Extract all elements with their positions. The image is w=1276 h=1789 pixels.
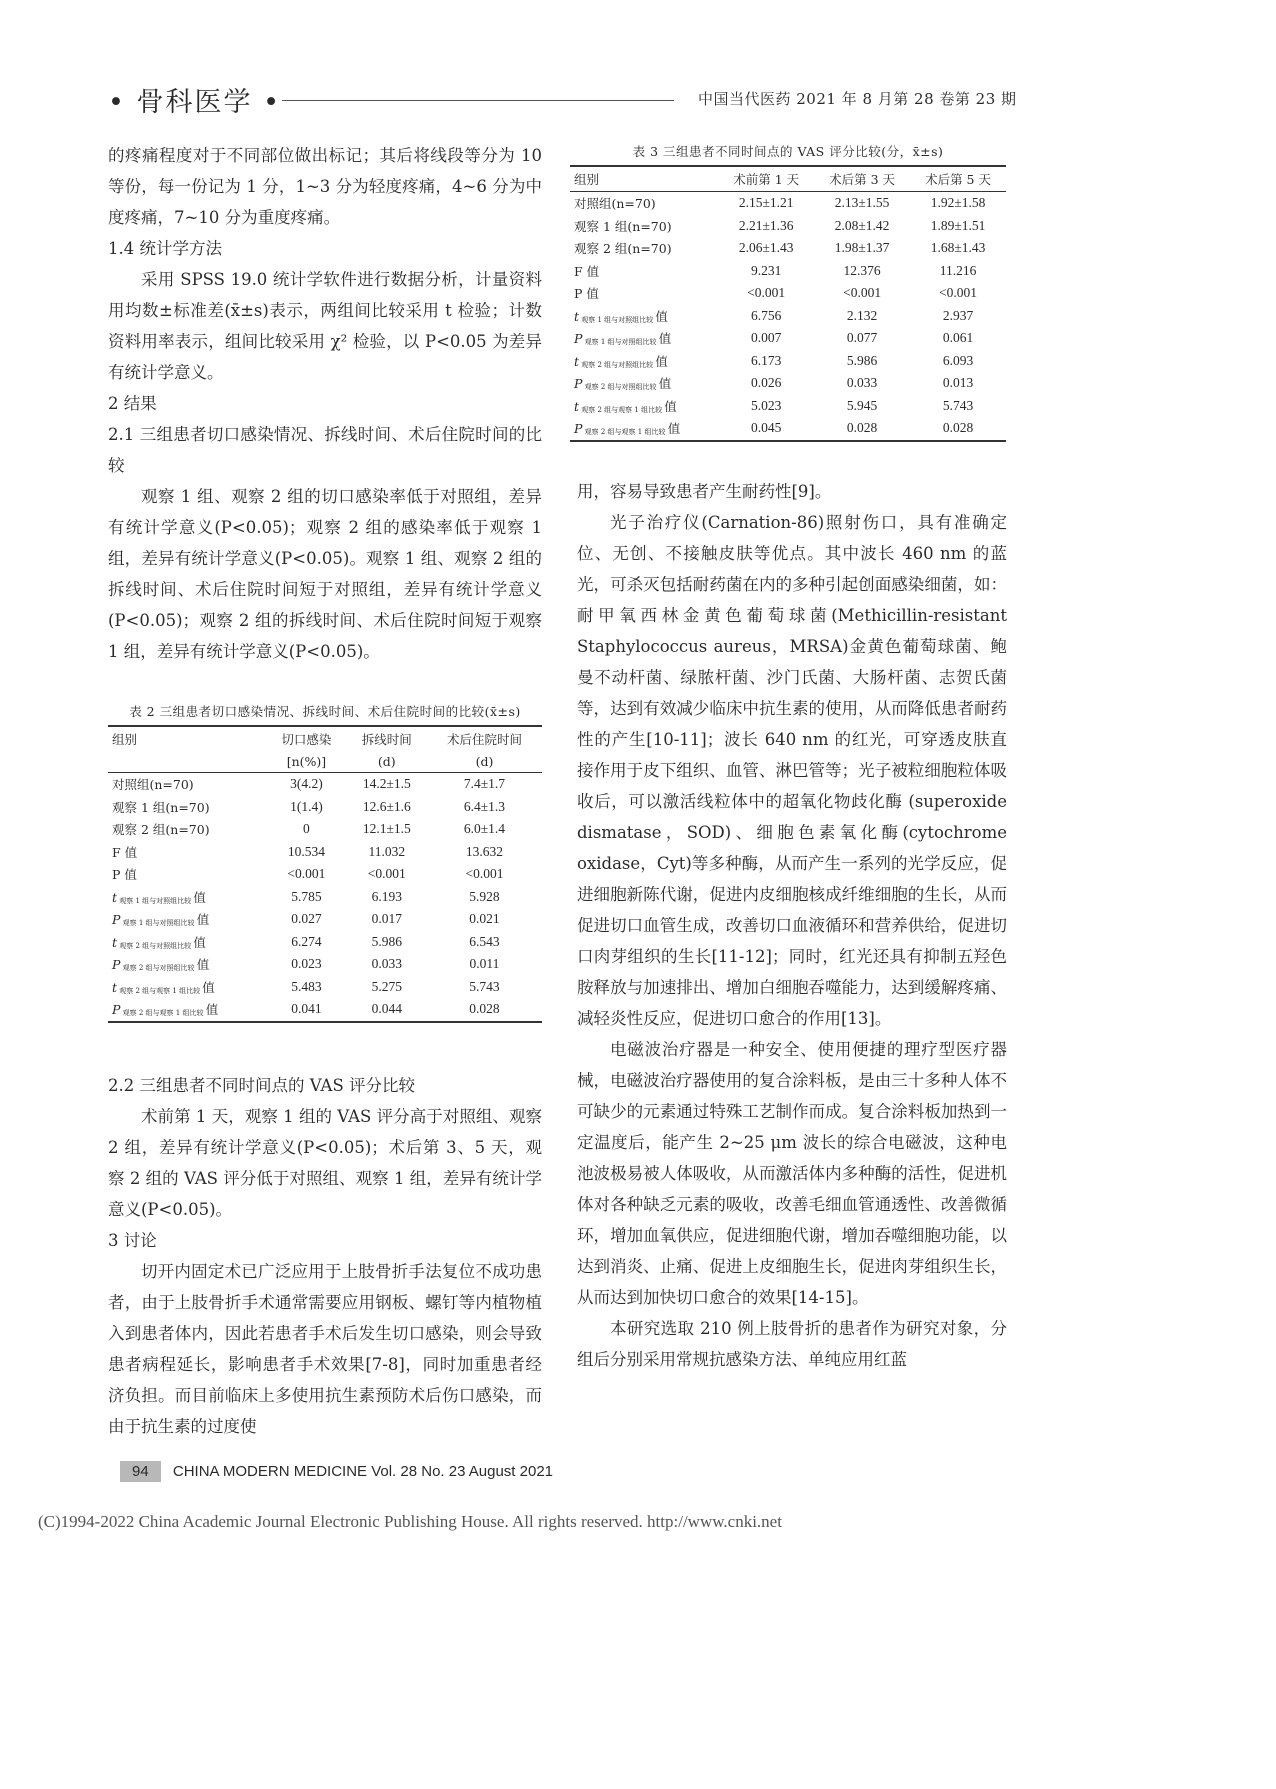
table-2-header: 切口感染 xyxy=(281,732,332,747)
left-column-bottom xyxy=(108,1070,542,1442)
table-2-unit: (d) xyxy=(475,754,494,769)
journal-footer: CHINA MODERN MEDICINE Vol. 28 No. 23 August 2021 xyxy=(172,1463,554,1480)
table-cell: 0.033 xyxy=(371,956,402,972)
paragraph: 电磁波治疗器是一种安全、使用便捷的理疗型医疗器械，电磁波治疗器使用的复合涂料板，是由三十多种人体不可缺少的元素通过特殊工艺制作而成。复合涂料板加热到一定温度后，能产生 2~25 μm 波长的综合电磁波，这种电池波极易被人体吸收，从而激活体内多种酶的活性，促进机体对各种缺乏元素的吸收，改善毛细血管通透性、改善微循环，增加血氧供应，促进细胞代谢，增加吞噬细胞功能，以达到消炎、止痛、促进上皮细胞生长，促进肉芽组织生长，从而达到加快切口愈合的效果[14-15]。 xyxy=(577,1040,1007,1307)
section-title: • 骨科医学 • xyxy=(108,87,282,118)
paragraph: 切开内固定术已广泛应用于上肢骨折手法复位不成功患者，由于上肢骨折手术通常需要应用钢板、螺钉等内植物植入到患者体内，因此若患者手术后发生切口感染，则会导致患者病程延长，影响患者手术效果[7-8]，同时加重患者经济负担。而目前临床上多使用抗生素预防术后伤口感染，而由于抗生素的过度使 xyxy=(108,1262,542,1436)
table-cell: 2.13±1.55 xyxy=(834,195,890,211)
row-label: P 观察 1 组与对照组比较 值 xyxy=(112,912,210,928)
row-label: 对照组(n=70) xyxy=(112,777,194,793)
table-row xyxy=(108,841,542,864)
table-row xyxy=(108,773,542,796)
table-row xyxy=(570,237,1006,260)
table-cell: 0.013 xyxy=(942,375,974,391)
table-cell: 2.06±1.43 xyxy=(738,240,794,256)
table-cell: <0.001 xyxy=(939,285,978,301)
table-row xyxy=(570,417,1006,441)
table-cell: <0.001 xyxy=(747,285,786,301)
row-label: t 观察 2 组与对照组比较 值 xyxy=(112,934,206,950)
paragraph: 采用 SPSS 19.0 统计学软件进行数据分析，计量资料用均数±标准差(x̄±s)表示，两组间比较采用 t 检验；计数资料用率表示，组间比较采用 χ² 检验，以 P<0.05 为差异有统计学意义。 xyxy=(108,270,542,382)
table-cell: 0.061 xyxy=(942,330,974,346)
table-cell: 2.15±1.21 xyxy=(738,195,794,211)
table-cell: 2.21±1.36 xyxy=(738,217,794,233)
table-cell: 0.026 xyxy=(750,375,782,391)
row-label: t 观察 2 组与对照组比较 值 xyxy=(574,353,668,369)
table-cell: 11.032 xyxy=(368,843,406,859)
table-cell: 7.4±1.7 xyxy=(463,776,506,792)
table-cell: 0.027 xyxy=(291,911,322,927)
table-row xyxy=(570,395,1006,418)
paragraph: 光子治疗仪(Carnation-86)照射伤口，具有准确定位、无创、不接触皮肤等优点。其中波长 460 nm 的蓝光，可杀灭包括耐药菌在内的多种引起创面感染细菌，如：耐甲氧西林金黄色葡萄球菌(Methicillin-resistant Staphylococcus aureus，MRSA)金黄色葡萄球菌、鲍曼不动杆菌、绿脓杆菌、沙门氏菌、大肠杆菌、志贺氏菌等，达到有效减少临床中抗生素的使用，从而降低患者耐药性的产生[10-11]；波长 640 nm 的红光，可穿透皮肤直接作用于皮下组织、血管、淋巴管等；光子被粒细胞粒体吸收后，可以激活线粒体中的超氧化物歧化酶 (superoxide dismatase，SOD)、细胞色素氧化酶(cytochrome oxidase，Cyt)等多种酶，从而产生一系列的光学反应，促进细胞新陈代谢，促进内皮细胞核成纤维细胞的生长，从而促进切口血管生成，改善切口血液循环和营养供给，促进切口肉芽组织的生长[11-12]；同时，红光还具有抑制五羟色胺释放与加速排出、增加白细胞吞噬能力，达到缓解疼痛、减轻炎性反应，促进切口愈合的作用[13]。 xyxy=(577,513,1007,1028)
table-row xyxy=(108,976,542,999)
table-row xyxy=(570,327,1006,350)
table-cell: <0.001 xyxy=(287,866,326,882)
table-row xyxy=(108,908,542,931)
table-cell: 6.543 xyxy=(469,933,500,949)
table-3-header: 术后第 3 天 xyxy=(829,172,896,187)
row-label: 观察 2 组(n=70) xyxy=(574,241,672,257)
table-cell: 12.376 xyxy=(843,262,881,278)
section-heading: 2 结果 xyxy=(108,394,157,413)
table-cell: 5.785 xyxy=(291,888,322,904)
table-cell: 6.274 xyxy=(291,933,322,949)
table-cell: 12.1±1.5 xyxy=(362,821,411,837)
table-cell: 1(1.4) xyxy=(290,798,323,814)
table-2-header: 组别 xyxy=(112,732,138,747)
table-cell: <0.001 xyxy=(367,866,406,882)
table-2-unit: [n(%)] xyxy=(286,754,327,769)
table-3 xyxy=(570,142,1006,442)
row-label: t 观察 2 组与观察 1 组比较 值 xyxy=(112,979,215,995)
table-cell: 6.173 xyxy=(750,352,782,368)
table-cell: 0.077 xyxy=(846,330,878,346)
table-cell: 13.632 xyxy=(465,843,504,859)
left-column-top xyxy=(108,140,542,667)
table-cell: 14.2±1.5 xyxy=(362,776,411,792)
section-heading: 2.1 三组患者切口感染情况、拆线时间、术后住院时间的比较 xyxy=(108,425,542,475)
table-row xyxy=(570,305,1006,328)
table-row xyxy=(108,953,542,976)
table-row xyxy=(108,796,542,819)
table-row xyxy=(108,886,542,909)
table-row xyxy=(570,260,1006,283)
table-cell: 1.89±1.51 xyxy=(930,217,986,233)
table-cell: 1.92±1.58 xyxy=(930,195,986,211)
table-cell: 0.028 xyxy=(469,1001,500,1017)
row-label: t 观察 2 组与观察 1 组比较 值 xyxy=(574,398,677,414)
table-2-header: 术后住院时间 xyxy=(446,732,522,747)
table-2-unit: (d) xyxy=(377,754,396,769)
table-cell: 0.045 xyxy=(750,420,782,436)
table-cell: 6.756 xyxy=(750,307,782,323)
table-cell: 9.231 xyxy=(750,262,782,278)
table-row xyxy=(570,372,1006,395)
table-cell: 10.534 xyxy=(287,843,325,859)
table-row xyxy=(108,931,542,954)
section-heading: 3 讨论 xyxy=(108,1231,157,1250)
table-cell: 1.68±1.43 xyxy=(930,240,986,256)
table-cell: 0.033 xyxy=(846,375,878,391)
table-cell: 0.028 xyxy=(846,420,878,436)
row-label: F 值 xyxy=(112,844,138,860)
table-cell: 5.023 xyxy=(750,397,782,413)
table-cell: 2.08±1.42 xyxy=(834,217,890,233)
table-row xyxy=(570,192,1006,215)
table-cell: 5.743 xyxy=(469,978,500,994)
table-cell: 0.044 xyxy=(371,1001,402,1017)
table-2 xyxy=(108,702,542,1023)
table-cell: 0.007 xyxy=(750,330,782,346)
table-row xyxy=(108,818,542,841)
row-label: P 值 xyxy=(574,286,599,302)
table-cell: 0.011 xyxy=(469,956,500,972)
table-cell: 2.132 xyxy=(846,307,878,323)
table-cell: 5.986 xyxy=(846,352,878,368)
row-label: P 观察 1 组与对照组比较 值 xyxy=(574,331,672,347)
table-2-unit xyxy=(108,751,266,773)
row-label: P 观察 2 组与对照组比较 值 xyxy=(112,957,210,973)
table-cell: 1.98±1.37 xyxy=(834,240,890,256)
table-cell: 0.023 xyxy=(291,956,322,972)
section-heading: 2.2 三组患者不同时间点的 VAS 评分比较 xyxy=(108,1076,415,1095)
row-label: P 观察 2 组与观察 1 组比较 值 xyxy=(574,421,681,437)
table-cell: 5.928 xyxy=(469,888,500,904)
paragraph: 本研究选取 210 例上肢骨折的患者作为研究对象，分组后分别采用常规抗感染方法、单纯应用红蓝 xyxy=(577,1319,1007,1369)
table-cell: 5.986 xyxy=(371,933,402,949)
paragraph: 的疼痛程度对于不同部位做出标记；其后将线段等分为 10 等份，每一份记为 1 分，1~3 分为轻度疼痛，4~6 分为中度疼痛，7~10 分为重度疼痛。 xyxy=(108,146,542,227)
row-label: t 观察 1 组与对照组比较 值 xyxy=(574,308,668,324)
table-cell: 5.483 xyxy=(291,978,322,994)
table-cell: <0.001 xyxy=(843,285,882,301)
table-cell: 5.945 xyxy=(846,397,878,413)
table-cell: 11.216 xyxy=(939,262,977,278)
table-cell: 0.028 xyxy=(942,420,974,436)
table-row xyxy=(570,350,1006,373)
header-rule xyxy=(282,100,674,101)
right-column xyxy=(577,476,1007,1375)
table-3-header: 术后第 5 天 xyxy=(925,172,991,187)
table-cell: 5.743 xyxy=(942,397,974,413)
row-label: P 观察 2 组与对照组比较 值 xyxy=(574,376,672,392)
table-row xyxy=(570,215,1006,238)
table-2-caption: 表 2 三组患者切口感染情况、拆线时间、术后住院时间的比较(x̄±s) xyxy=(129,704,521,719)
section-heading: 1.4 统计学方法 xyxy=(108,239,222,258)
table-cell: 3(4.2) xyxy=(290,776,323,792)
row-label: P 观察 2 组与观察 1 组比较 值 xyxy=(112,1002,219,1018)
table-cell: 12.6±1.6 xyxy=(362,798,411,814)
table-row xyxy=(108,998,542,1022)
table-3-header: 组别 xyxy=(574,172,600,187)
table-row xyxy=(570,282,1006,305)
table-cell: 0.041 xyxy=(291,1001,322,1017)
row-label: P 值 xyxy=(112,867,137,883)
table-row xyxy=(108,863,542,886)
table-cell: 0 xyxy=(303,821,310,837)
table-cell: <0.001 xyxy=(465,866,504,882)
table-2-header: 拆线时间 xyxy=(361,732,412,747)
table-3-header: 术前第 1 天 xyxy=(733,172,800,187)
table-cell: 0.021 xyxy=(469,911,500,927)
journal-header: 中国当代医药 2021 年 8 月第 28 卷第 23 期 xyxy=(698,90,1017,108)
row-label: t 观察 1 组与对照组比较 值 xyxy=(112,889,206,905)
table-cell: 6.093 xyxy=(942,352,974,368)
copyright-line: (C)1994-2022 China Academic Journal Electronic Publishing House. All rights reserved. http://www.cnki.net xyxy=(38,1512,782,1531)
row-label: F 值 xyxy=(574,263,600,279)
paragraph: 用，容易导致患者产生耐药性[9]。 xyxy=(577,482,832,501)
table-cell: 0.017 xyxy=(371,911,402,927)
table-cell: 6.0±1.4 xyxy=(463,821,506,837)
table-cell: 5.275 xyxy=(371,978,402,994)
paragraph: 观察 1 组、观察 2 组的切口感染率低于对照组，差异有统计学意义(P<0.05)；观察 2 组的感染率低于观察 1 组，差异有统计学意义(P<0.05)。观察 1 组、观察 2 组的拆线时间、术后住院时间短于对照组，差异有统计学意义(P<0.05)；观察 2 组的拆线时间、术后住院时间短于观察 1 组，差异有统计学意义(P<0.05)。 xyxy=(108,487,542,661)
paragraph: 术前第 1 天，观察 1 组的 VAS 评分高于对照组、观察 2 组，差异有统计学意义(P<0.05)；术后第 3、5 天，观察 2 组的 VAS 评分低于对照组、观察 1 组，差异有统计学意义(P<0.05)。 xyxy=(108,1107,542,1219)
table-cell: 6.193 xyxy=(371,888,402,904)
table-cell: 2.937 xyxy=(942,307,974,323)
table-3-caption: 表 3 三组患者不同时间点的 VAS 评分比较(分，x̄±s) xyxy=(632,144,944,159)
row-label: 观察 1 组(n=70) xyxy=(112,799,210,815)
row-label: 观察 1 组(n=70) xyxy=(574,218,672,234)
page-number: 94 xyxy=(120,1461,161,1482)
table-cell: 6.4±1.3 xyxy=(463,798,506,814)
page-footer xyxy=(120,1461,553,1482)
row-label: 对照组(n=70) xyxy=(574,196,656,212)
row-label: 观察 2 组(n=70) xyxy=(112,822,210,838)
